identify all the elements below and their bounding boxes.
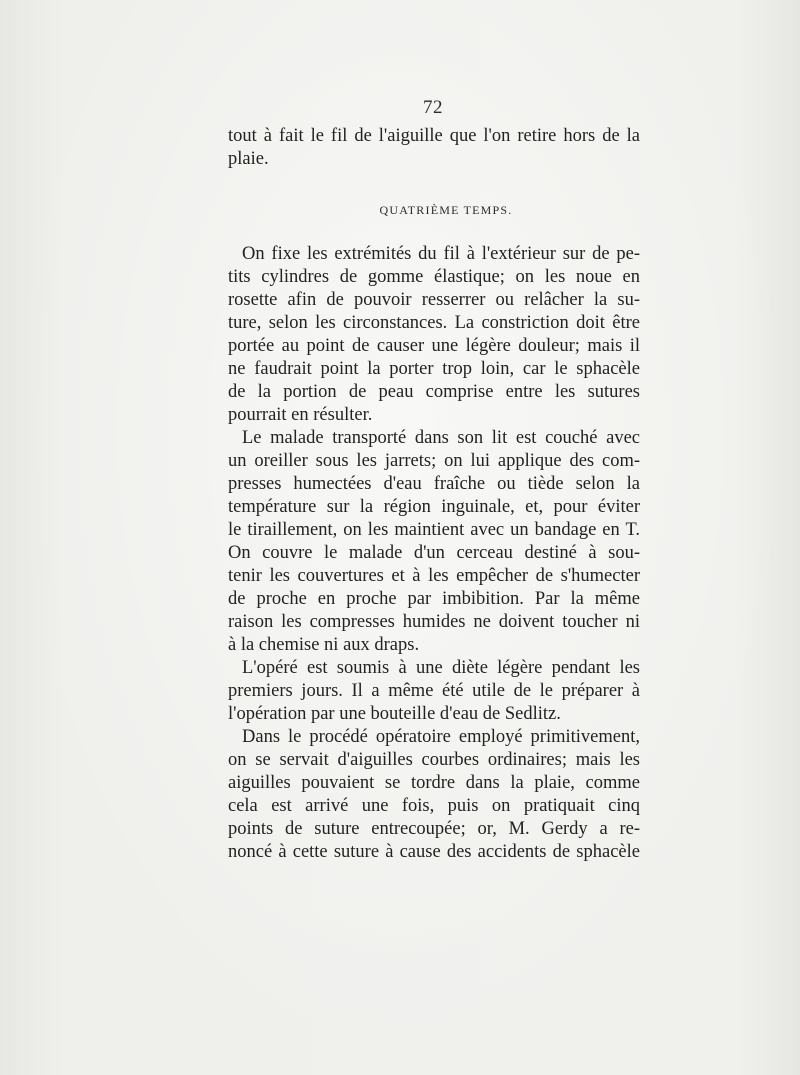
text-line: On fixe les extrémités du fil à l'extérieur sur de pe- [242,244,640,264]
text-line: noncé à cette suture à cause des accidents de sphacèle [228,842,640,862]
text-line: température sur la région inguinale, et, pour éviter [228,497,640,517]
text-line: cela est arrivé une fois, puis on pratiquait cinq [228,796,640,816]
text-line: premiers jours. Il a même été utile de le préparer à [228,681,640,701]
text-line: de proche en proche par imbibition. Par la même [228,589,640,609]
text-line: portée au point de causer une légère douleur; mais il [228,336,640,356]
text-line: rosette afin de pouvoir resserrer ou relâcher la su- [228,290,640,310]
text-line: tenir les couvertures et à les empêcher de s'humecter [228,566,640,586]
body-text [228,125,640,864]
text-line: de la portion de peau comprise entre les sutures [228,382,640,402]
text-line: Le malade transporté dans son lit est couché avec [242,428,640,448]
text-line: presses humectées d'eau fraîche ou tiède selon la [228,474,640,494]
text-line: plaie. [228,149,269,169]
text-line: raison les compresses humides ne doivent toucher ni [228,612,640,632]
text-line: ne faudrait point la porter trop loin, car le sphacèle [228,359,640,379]
text-line: pourrait en résulter. [228,405,373,425]
text-line: Dans le procédé opératoire employé primitivement, [242,727,640,747]
text-line: à la chemise ni aux draps. [228,635,420,655]
text-line: tits cylindres de gomme élastique; on les noue en [228,267,640,287]
text-line: on se servait d'aiguilles courbes ordinaires; mais les [228,750,640,770]
text-line: ture, selon les circonstances. La constriction doit être [228,313,640,333]
text-line: On couvre le malade d'un cerceau destiné à sou- [228,543,640,563]
text-line: points de suture entrecoupée; or, M. Gerdy a re- [228,819,640,839]
text-line: un oreiller sous les jarrets; on lui applique des com- [228,451,640,471]
section-heading: QUATRIÈME TEMPS. [379,203,513,217]
page-number: 72 [423,97,443,118]
text-line: L'opéré est soumis à une diète légère pendant les [242,658,640,678]
text-line: aiguilles pouvaient se tordre dans la plaie, comme [228,773,640,793]
text-line: le tiraillement, on les maintient avec un bandage en T. [228,520,640,540]
text-line: l'opération par une bouteille d'eau de Sedlitz. [228,704,561,724]
text-line: tout à fait le fil de l'aiguille que l'on retire hors de la [228,126,640,146]
